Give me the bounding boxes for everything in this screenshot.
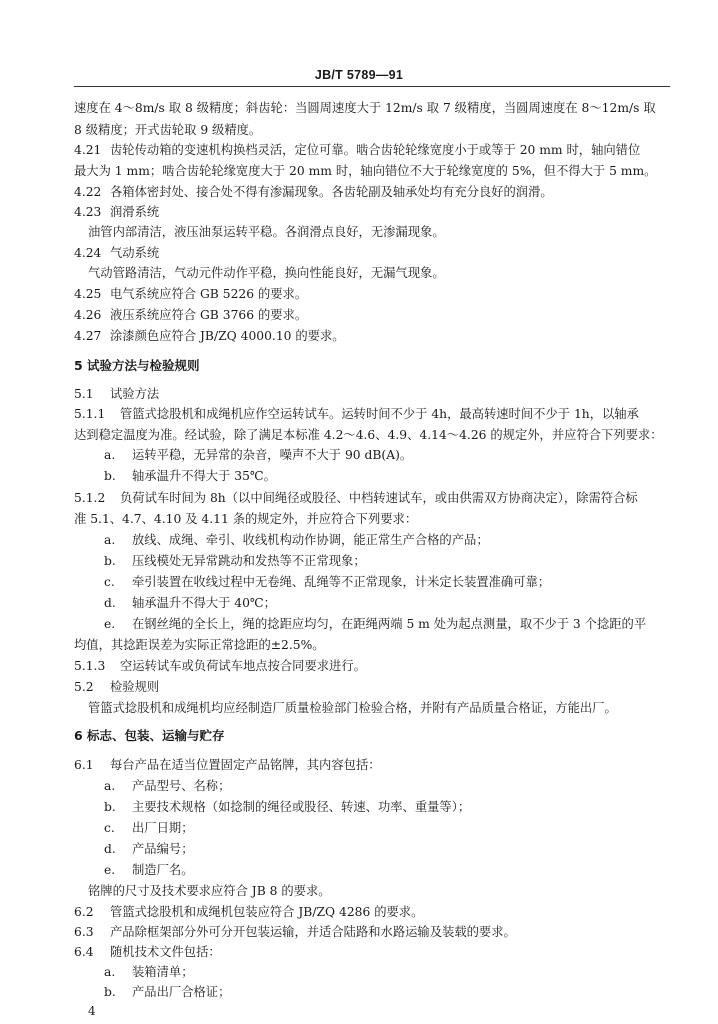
clause-number: 4.21	[74, 143, 102, 157]
clause-number: 6.1	[74, 758, 94, 772]
clause-text: 检验规则	[110, 680, 160, 694]
text-line: 管篮式捻股机和成绳机均应经制造厂质量检验部门检验合格，并附有产品质量合格证，方能出厂。	[88, 701, 617, 715]
clause-6-2	[74, 904, 423, 920]
clause-text: 每台产品在适当位置固定产品铭牌，其内容包括：	[110, 758, 381, 772]
list-item	[104, 574, 550, 590]
clause-4-27	[74, 328, 345, 344]
list-text: 在钢丝绳的全长上，绳的捻距应均匀，在距绳两端 5 m 处为起点测量，取不少于 3 个捻距的平	[132, 617, 647, 631]
list-item	[104, 862, 194, 878]
list-text: 轴承温升不得大于 35℃。	[132, 469, 276, 483]
clause-number: 5.1	[74, 387, 94, 401]
list-text: 出厂日期；	[132, 821, 194, 835]
list-text: 运转平稳，无异常的杂音，噪声不大于 90 dB(A)。	[132, 448, 413, 462]
clause-4-23	[74, 204, 159, 220]
clause-number: 6.3	[74, 925, 94, 939]
section-5-heading: 5 试验方法与检验规则	[74, 358, 200, 373]
clause-text: 管篮式捻股机和成绳机包装应符合 JB/ZQ 4286 的要求。	[110, 905, 424, 919]
list-item	[104, 778, 230, 794]
clause-5-1	[74, 386, 159, 402]
clause-text: 电气系统应符合 GB 5226 的要求。	[110, 287, 308, 301]
clause-number: 6.4	[74, 945, 94, 959]
list-item	[104, 553, 366, 569]
text-line: 均值，其捻距误差为实际正常捻距的±2.5%。	[74, 638, 325, 652]
list-item	[104, 841, 194, 857]
clause-5-1-2	[74, 490, 638, 506]
list-label: b.	[104, 800, 116, 814]
list-label: d.	[104, 596, 116, 610]
text-line: 准 5.1、4.7、4.10 及 4.11 条的规定外，并应符合下列要求：	[74, 512, 418, 526]
list-item	[104, 799, 470, 815]
clause-text: 空运转试车或负荷试车地点按合同要求进行。	[120, 659, 366, 673]
list-label: a.	[104, 448, 116, 462]
clause-6-3	[74, 924, 516, 940]
clause-number: 4.25	[74, 287, 102, 301]
list-text: 放线、成绳、牵引、收线机构动作协调，能正常生产合格的产品；	[132, 533, 489, 547]
clause-4-22	[74, 184, 553, 200]
text-line: 达到稳定温度为准。经试验，除了满足本标准 4.2～4.6、4.9、4.14～4.26 的规定外，并应符合下列要求：	[74, 428, 663, 442]
list-item	[104, 468, 276, 484]
list-label: a.	[104, 965, 116, 979]
clause-4-21	[74, 142, 640, 158]
list-text: 压线模处无异常跳动和发热等不正常现象；	[132, 554, 366, 568]
list-label: a.	[104, 533, 116, 547]
list-text: 牵引装置在收线过程中无卷绳、乱绳等不正常现象，计米定长装置准确可靠；	[132, 575, 551, 589]
list-label: d.	[104, 842, 116, 856]
text-line: 油管内部清洁，液压油泵运转平稳。各润滑点良好，无渗漏现象。	[88, 225, 445, 239]
clause-text: 负荷试车时间为 8h（以中间绳径或股径、中档转速试车，或由供需双方协商决定），除需符合标	[120, 491, 638, 505]
clause-number: 4.24	[74, 246, 102, 260]
clause-text: 气动系统	[110, 246, 160, 260]
list-text: 制造厂名。	[132, 863, 194, 877]
clause-4-24	[74, 245, 159, 261]
list-label: c.	[104, 821, 115, 835]
clause-text: 液压系统应符合 GB 3766 的要求。	[110, 308, 308, 322]
list-text: 轴承温升不得大于 40℃；	[132, 596, 276, 610]
list-text: 产品出厂合格证；	[132, 985, 231, 999]
list-item	[104, 595, 276, 611]
list-label: e.	[104, 863, 116, 877]
clause-number: 4.22	[74, 185, 102, 199]
list-item	[104, 447, 412, 463]
clause-5-1-3	[74, 658, 366, 674]
clause-text: 齿轮传动箱的变速机构换档灵活，定位可靠。啮合齿轮轮缘宽度小于或等于 20 mm 时，轴向错位	[110, 143, 641, 157]
clause-number: 4.23	[74, 205, 102, 219]
list-text: 主要技术规格（如捻制的绳径或股径、转速、功率、重量等）；	[132, 800, 471, 814]
clause-number: 5.2	[74, 680, 94, 694]
clause-text: 润滑系统	[110, 205, 160, 219]
list-label: b.	[104, 469, 116, 483]
clause-5-1-1	[74, 406, 639, 422]
clause-4-26	[74, 307, 307, 323]
header-rule	[74, 86, 670, 87]
clause-number: 6.2	[74, 905, 94, 919]
clause-text: 随机技术文件包括：	[110, 945, 221, 959]
text-line: 速度在 4～8m/s 取 8 级精度；斜齿轮：当圆周速度大于 12m/s 取 7 级精度，当圆周速度在 8～12m/s 取	[74, 101, 656, 115]
clause-number: 5.1.3	[74, 659, 106, 673]
clause-5-2	[74, 679, 159, 695]
list-label: c.	[104, 575, 115, 589]
text-line: 最大为 1 mm；啮合齿轮轮缘宽度大于 20 mm 时，轴向错位不大于轮缘宽度的 5%，但不得大于 5 mm。	[74, 164, 657, 178]
text-line: 8 级精度；开式齿轮取 9 级精度。	[74, 123, 262, 137]
list-text: 装箱清单；	[132, 965, 194, 979]
list-text: 产品编号；	[132, 842, 194, 856]
list-label: a.	[104, 779, 116, 793]
clause-6-4	[74, 944, 221, 960]
clause-number: 4.27	[74, 329, 102, 343]
clause-6-1	[74, 757, 381, 773]
clause-4-25	[74, 286, 307, 302]
list-label: e.	[104, 617, 116, 631]
text-line: 铭牌的尺寸及技术要求应符合 JB 8 的要求。	[88, 884, 331, 898]
clause-number: 4.26	[74, 308, 102, 322]
list-item	[104, 532, 489, 548]
list-item	[104, 616, 646, 632]
clause-number: 5.1.2	[74, 491, 106, 505]
list-item	[104, 820, 194, 836]
page-number: 4	[88, 1004, 96, 1018]
clause-text: 各箱体密封处、接合处不得有渗漏现象。各齿轮副及轴承处均有充分良好的润滑。	[110, 185, 553, 199]
standard-header: JB/T 5789—91	[314, 68, 404, 82]
section-6-heading: 6 标志、包装、运输与贮存	[74, 728, 225, 743]
text-line: 气动管路清洁，气动元件动作平稳，换向性能良好，无漏气现象。	[88, 266, 445, 280]
list-label: b.	[104, 554, 116, 568]
list-item	[104, 964, 194, 980]
clause-text: 涂漆颜色应符合 JB/ZQ 4000.10 的要求。	[110, 329, 345, 343]
list-label: b.	[104, 985, 116, 999]
clause-text: 管篮式捻股机和成绳机应作空运转试车。运转时间不少于 4h，最高转速时间不少于 1h，以轴承	[120, 407, 639, 421]
list-text: 产品型号、名称；	[132, 779, 231, 793]
clause-text: 产品除框架部分外可分开包装运输，并适合陆路和水路运输及装载的要求。	[110, 925, 516, 939]
list-item	[104, 984, 230, 1000]
clause-text: 试验方法	[110, 387, 160, 401]
clause-number: 5.1.1	[74, 407, 106, 421]
